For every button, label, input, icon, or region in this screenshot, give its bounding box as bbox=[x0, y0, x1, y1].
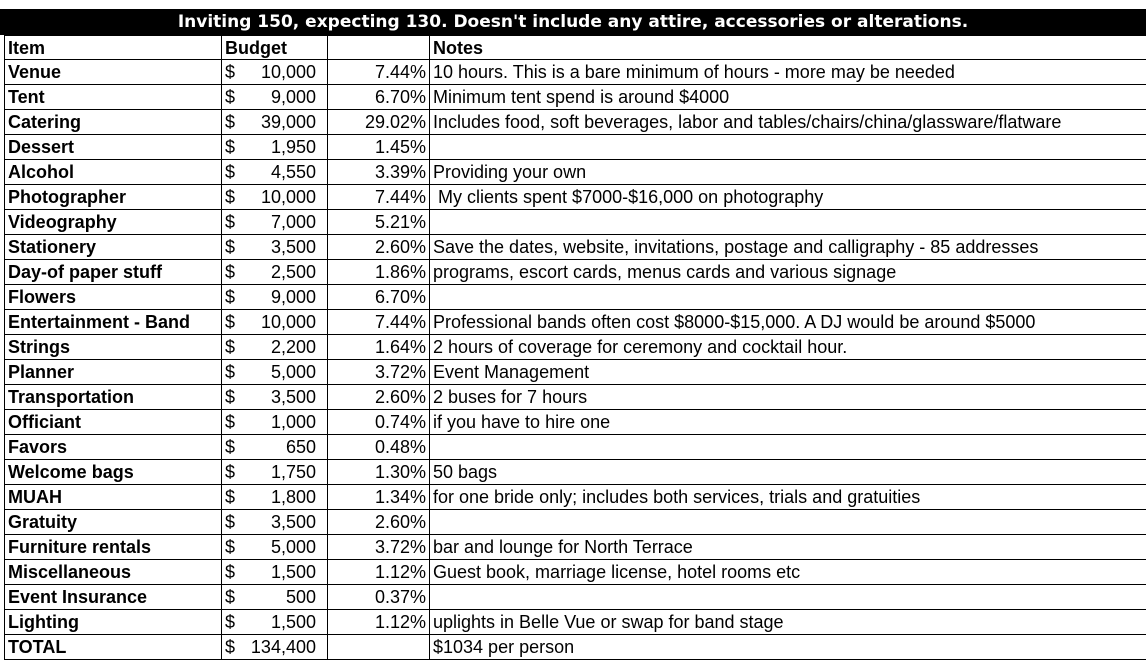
currency-symbol: $ bbox=[225, 537, 236, 557]
cell-percent[interactable]: 1.45% bbox=[328, 135, 430, 160]
cell-notes[interactable] bbox=[430, 135, 1146, 160]
cell-notes[interactable]: My clients spent $7000-$16,000 on photography bbox=[430, 185, 1146, 210]
cell-percent[interactable]: 1.64% bbox=[328, 335, 430, 360]
currency-symbol: $ bbox=[225, 237, 236, 257]
cell-percent[interactable]: 3.39% bbox=[328, 160, 430, 185]
cell-notes[interactable]: Event Management bbox=[430, 360, 1146, 385]
budget-amount: 39,000 bbox=[260, 112, 316, 132]
header-item[interactable]: Item bbox=[5, 36, 222, 60]
table-row bbox=[5, 210, 1146, 235]
table-row bbox=[5, 110, 1146, 135]
cell-notes[interactable]: if you have to hire one bbox=[430, 410, 1146, 435]
cell-notes[interactable]: 50 bags bbox=[430, 460, 1146, 485]
cell-budget[interactable] bbox=[222, 235, 328, 260]
budget-amount: 10,000 bbox=[260, 187, 316, 207]
currency-symbol: $ bbox=[225, 487, 236, 507]
cell-percent[interactable]: 1.86% bbox=[328, 260, 430, 285]
currency-symbol: $ bbox=[225, 112, 236, 132]
currency-symbol: $ bbox=[225, 87, 236, 107]
cell-notes[interactable]: uplights in Belle Vue or swap for band stage bbox=[430, 610, 1146, 635]
cell-item[interactable]: Welcome bags bbox=[5, 460, 222, 485]
budget-table bbox=[4, 35, 1146, 660]
cell-notes[interactable]: 10 hours. This is a bare minimum of hours - more may be needed bbox=[430, 60, 1146, 85]
currency-symbol: $ bbox=[225, 387, 236, 407]
currency-symbol: $ bbox=[225, 437, 236, 457]
cell-percent[interactable]: 7.44% bbox=[328, 310, 430, 335]
budget-amount: 3,500 bbox=[270, 512, 316, 532]
currency-symbol: $ bbox=[225, 62, 236, 82]
cell-item[interactable]: MUAH bbox=[5, 485, 222, 510]
currency-symbol: $ bbox=[225, 637, 236, 657]
currency-symbol: $ bbox=[225, 612, 236, 632]
budget-amount: 1,950 bbox=[270, 137, 316, 157]
cell-notes[interactable]: for one bride only; includes both services, trials and gratuities bbox=[430, 485, 1146, 510]
table-row bbox=[5, 60, 1146, 85]
cell-item[interactable]: Photographer bbox=[5, 185, 222, 210]
budget-amount: 500 bbox=[285, 587, 316, 607]
budget-amount: 7,000 bbox=[270, 212, 316, 232]
budget-amount: 10,000 bbox=[260, 62, 316, 82]
cell-notes[interactable]: programs, escort cards, menus cards and various signage bbox=[430, 260, 1146, 285]
cell-item[interactable]: TOTAL bbox=[5, 635, 222, 660]
cell-item[interactable]: Day-of paper stuff bbox=[5, 260, 222, 285]
budget-amount: 2,500 bbox=[270, 262, 316, 282]
header-row bbox=[5, 36, 1146, 60]
budget-amount: 10,000 bbox=[260, 312, 316, 332]
cell-percent[interactable]: 1.34% bbox=[328, 485, 430, 510]
cell-item[interactable]: Videography bbox=[5, 210, 222, 235]
table-row bbox=[5, 135, 1146, 160]
cell-item[interactable]: Transportation bbox=[5, 385, 222, 410]
table-row bbox=[5, 185, 1146, 210]
cell-budget[interactable] bbox=[222, 460, 328, 485]
cell-budget[interactable] bbox=[222, 410, 328, 435]
table-row bbox=[5, 235, 1146, 260]
budget-amount: 3,500 bbox=[270, 237, 316, 257]
cell-budget[interactable] bbox=[222, 360, 328, 385]
total-row bbox=[5, 635, 1146, 660]
cell-item[interactable]: Tent bbox=[5, 85, 222, 110]
table-row bbox=[5, 435, 1146, 460]
currency-symbol: $ bbox=[225, 187, 236, 207]
table-row bbox=[5, 310, 1146, 335]
cell-budget[interactable] bbox=[222, 135, 328, 160]
cell-percent[interactable]: 0.37% bbox=[328, 585, 430, 610]
cell-notes[interactable]: bar and lounge for North Terrace bbox=[430, 535, 1146, 560]
cell-item[interactable]: Flowers bbox=[5, 285, 222, 310]
header-notes[interactable]: Notes bbox=[430, 36, 1146, 60]
budget-amount: 5,000 bbox=[270, 537, 316, 557]
cell-budget[interactable] bbox=[222, 160, 328, 185]
currency-symbol: $ bbox=[225, 162, 236, 182]
cell-item[interactable]: Gratuity bbox=[5, 510, 222, 535]
cell-budget[interactable] bbox=[222, 385, 328, 410]
budget-amount: 1,000 bbox=[270, 412, 316, 432]
cell-notes[interactable]: 2 hours of coverage for ceremony and cocktail hour. bbox=[430, 335, 1146, 360]
table-row bbox=[5, 410, 1146, 435]
currency-symbol: $ bbox=[225, 262, 236, 282]
cell-budget[interactable] bbox=[222, 535, 328, 560]
budget-amount: 4,550 bbox=[270, 162, 316, 182]
budget-amount: 5,000 bbox=[270, 362, 316, 382]
cell-budget[interactable] bbox=[222, 485, 328, 510]
cell-budget[interactable] bbox=[222, 260, 328, 285]
table-row bbox=[5, 335, 1146, 360]
cell-percent[interactable]: 7.44% bbox=[328, 60, 430, 85]
cell-budget[interactable] bbox=[222, 560, 328, 585]
header-budget[interactable]: Budget bbox=[222, 36, 328, 60]
budget-amount: 1,500 bbox=[270, 562, 316, 582]
budget-amount: 9,000 bbox=[270, 287, 316, 307]
cell-budget[interactable] bbox=[222, 585, 328, 610]
currency-symbol: $ bbox=[225, 312, 236, 332]
cell-budget[interactable] bbox=[222, 610, 328, 635]
cell-item[interactable]: Stationery bbox=[5, 235, 222, 260]
currency-symbol: $ bbox=[225, 512, 236, 532]
cell-item[interactable]: Strings bbox=[5, 335, 222, 360]
cell-percent[interactable]: 6.70% bbox=[328, 85, 430, 110]
cell-budget[interactable] bbox=[222, 210, 328, 235]
budget-amount: 2,200 bbox=[270, 337, 316, 357]
budget-amount: 9,000 bbox=[270, 87, 316, 107]
cell-percent[interactable] bbox=[328, 635, 430, 660]
cell-percent[interactable]: 7.44% bbox=[328, 185, 430, 210]
header-percent[interactable] bbox=[328, 36, 430, 60]
table-row bbox=[5, 85, 1146, 110]
budget-amount: 1,750 bbox=[270, 462, 316, 482]
cell-budget[interactable] bbox=[222, 310, 328, 335]
table-row bbox=[5, 285, 1146, 310]
cell-notes[interactable] bbox=[430, 285, 1146, 310]
cell-notes[interactable]: Providing your own bbox=[430, 160, 1146, 185]
cell-notes[interactable]: Minimum tent spend is around $4000 bbox=[430, 85, 1146, 110]
cell-item[interactable]: Entertainment - Band bbox=[5, 310, 222, 335]
cell-percent[interactable]: 1.12% bbox=[328, 560, 430, 585]
cell-item[interactable]: Miscellaneous bbox=[5, 560, 222, 585]
cell-percent[interactable]: 2.60% bbox=[328, 385, 430, 410]
cell-notes[interactable]: $1034 per person bbox=[430, 635, 1146, 660]
cell-item[interactable]: Officiant bbox=[5, 410, 222, 435]
banner-title: Inviting 150, expecting 130. Doesn't include any attire, accessories or alterations. bbox=[0, 9, 1146, 35]
currency-symbol: $ bbox=[225, 287, 236, 307]
cell-percent[interactable]: 2.60% bbox=[328, 235, 430, 260]
cell-percent[interactable]: 0.74% bbox=[328, 410, 430, 435]
table-row bbox=[5, 535, 1146, 560]
cell-budget[interactable] bbox=[222, 635, 328, 660]
cell-item[interactable]: Furniture rentals bbox=[5, 535, 222, 560]
currency-symbol: $ bbox=[225, 137, 236, 157]
currency-symbol: $ bbox=[225, 562, 236, 582]
cell-notes[interactable]: Save the dates, website, invitations, postage and calligraphy - 85 addresses bbox=[430, 235, 1146, 260]
table-row bbox=[5, 360, 1146, 385]
table-row bbox=[5, 510, 1146, 535]
cell-notes[interactable]: Guest book, marriage license, hotel rooms etc bbox=[430, 560, 1146, 585]
cell-item[interactable]: Alcohol bbox=[5, 160, 222, 185]
cell-item[interactable]: Event Insurance bbox=[5, 585, 222, 610]
cell-item[interactable]: Venue bbox=[5, 60, 222, 85]
cell-percent[interactable]: 0.48% bbox=[328, 435, 430, 460]
table-row bbox=[5, 610, 1146, 635]
cell-notes[interactable]: Includes food, soft beverages, labor and tables/chairs/china/glassware/flatware bbox=[430, 110, 1146, 135]
cell-notes[interactable] bbox=[430, 435, 1146, 460]
currency-symbol: $ bbox=[225, 462, 236, 482]
cell-percent[interactable]: 1.12% bbox=[328, 610, 430, 635]
cell-item[interactable]: Planner bbox=[5, 360, 222, 385]
table-row bbox=[5, 560, 1146, 585]
cell-budget[interactable] bbox=[222, 60, 328, 85]
table-row bbox=[5, 485, 1146, 510]
cell-budget[interactable] bbox=[222, 335, 328, 360]
cell-percent[interactable]: 3.72% bbox=[328, 535, 430, 560]
cell-item[interactable]: Catering bbox=[5, 110, 222, 135]
currency-symbol: $ bbox=[225, 412, 236, 432]
cell-percent[interactable]: 5.21% bbox=[328, 210, 430, 235]
cell-percent[interactable]: 3.72% bbox=[328, 360, 430, 385]
cell-item[interactable]: Favors bbox=[5, 435, 222, 460]
cell-percent[interactable]: 6.70% bbox=[328, 285, 430, 310]
table-row bbox=[5, 160, 1146, 185]
cell-budget[interactable] bbox=[222, 85, 328, 110]
cell-item[interactable]: Dessert bbox=[5, 135, 222, 160]
cell-budget[interactable] bbox=[222, 185, 328, 210]
cell-notes[interactable]: Professional bands often cost $8000-$15,000. A DJ would be around $5000 bbox=[430, 310, 1146, 335]
currency-symbol: $ bbox=[225, 337, 236, 357]
cell-item[interactable]: Lighting bbox=[5, 610, 222, 635]
cell-percent[interactable]: 29.02% bbox=[328, 110, 430, 135]
cell-notes[interactable] bbox=[430, 210, 1146, 235]
table-row bbox=[5, 385, 1146, 410]
cell-budget[interactable] bbox=[222, 110, 328, 135]
table-row bbox=[5, 460, 1146, 485]
budget-amount: 650 bbox=[285, 437, 316, 457]
cell-budget[interactable] bbox=[222, 435, 328, 460]
currency-symbol: $ bbox=[225, 212, 236, 232]
cell-percent[interactable]: 1.30% bbox=[328, 460, 430, 485]
table-row bbox=[5, 585, 1146, 610]
table-row bbox=[5, 260, 1146, 285]
cell-notes[interactable] bbox=[430, 585, 1146, 610]
cell-notes[interactable] bbox=[430, 510, 1146, 535]
budget-amount: 1,800 bbox=[270, 487, 316, 507]
budget-amount: 134,400 bbox=[250, 637, 316, 657]
budget-amount: 1,500 bbox=[270, 612, 316, 632]
cell-budget[interactable] bbox=[222, 285, 328, 310]
cell-notes[interactable]: 2 buses for 7 hours bbox=[430, 385, 1146, 410]
budget-amount: 3,500 bbox=[270, 387, 316, 407]
currency-symbol: $ bbox=[225, 587, 236, 607]
cell-budget[interactable] bbox=[222, 510, 328, 535]
cell-percent[interactable]: 2.60% bbox=[328, 510, 430, 535]
currency-symbol: $ bbox=[225, 362, 236, 382]
